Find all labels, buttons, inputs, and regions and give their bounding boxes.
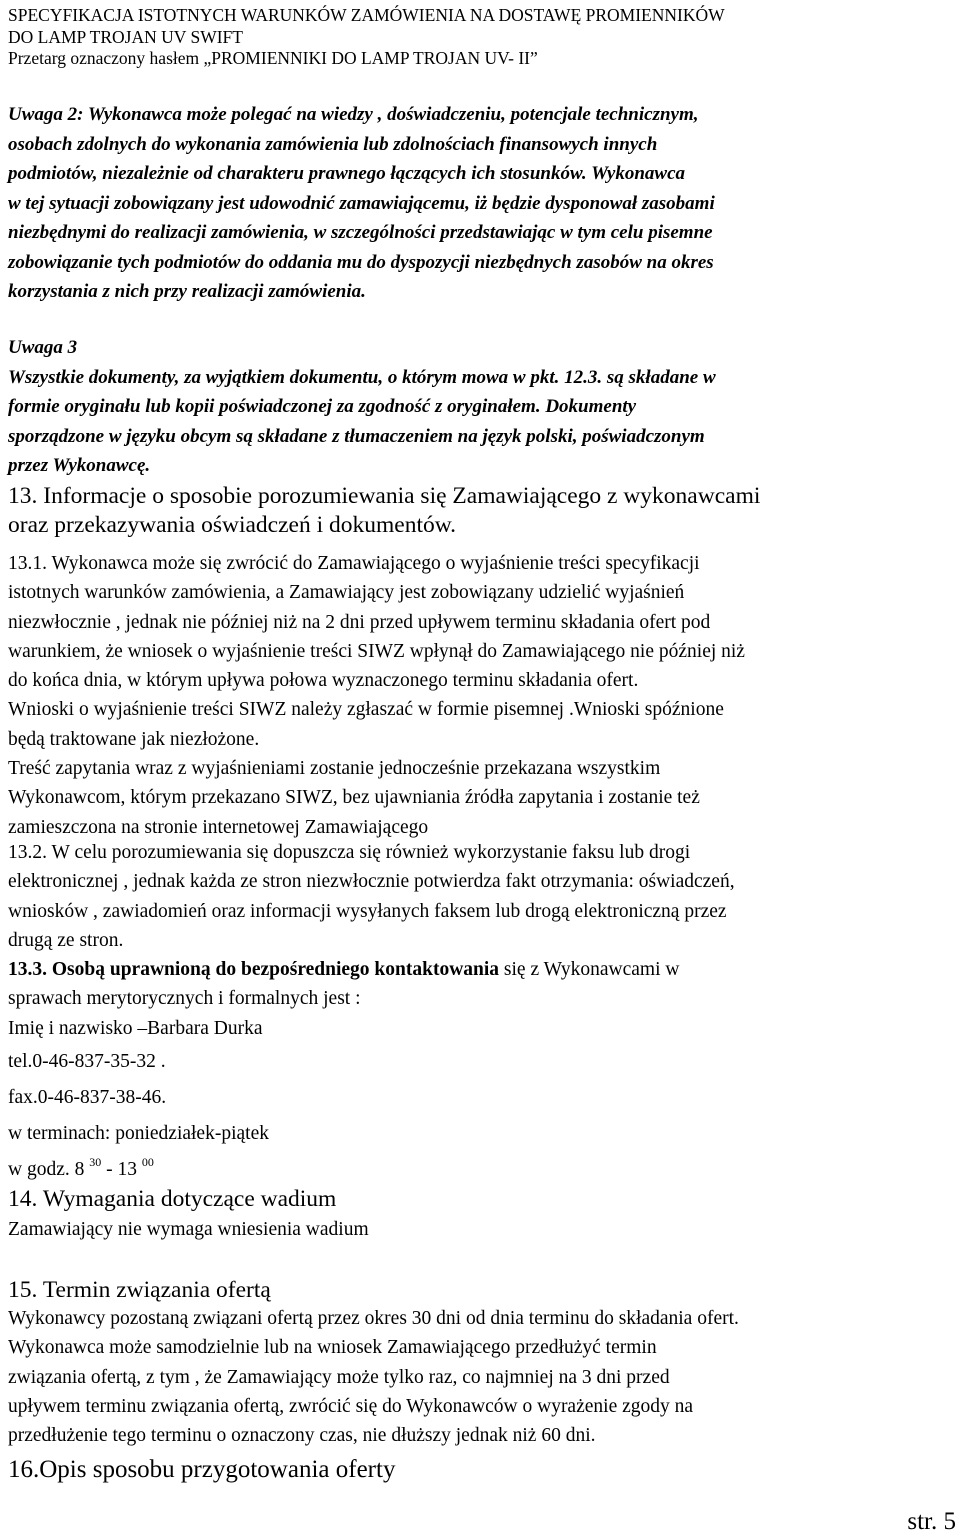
text-line: zobowiązanie tych podmiotów do oddania mu do dyspozycji niezbędnych zasobów na okres xyxy=(8,251,714,273)
paragraph-13-2 xyxy=(8,838,735,955)
text-line: warunkiem, że wniosek o wyjaśnienie treści SIWZ wpłynął do Zamawiającego nie później niż xyxy=(8,640,745,662)
text-line: Treść zapytania wraz z wyjaśnieniami zostanie jednocześnie przekazana wszystkim xyxy=(8,758,661,780)
contact-fax: fax.0-46-837-38-46. xyxy=(8,1087,167,1108)
section-15-heading: 15. Termin związania ofertą xyxy=(8,1277,271,1303)
text-line: będą traktowane jak niezłożone. xyxy=(8,728,260,750)
section-14-text: Zamawiający nie wymaga wniesienia wadium xyxy=(8,1219,369,1240)
header-line: DO LAMP TROJAN UV SWIFT xyxy=(8,26,243,47)
contact-person-label: 13.3. Osobą uprawnioną do bezpośredniego kontaktowania xyxy=(8,959,500,980)
text-line: w tej sytuacji zobowiązany jest udowodnić zamawiającemu, iż będzie dysponował zasobami xyxy=(8,192,715,214)
text-fragment: się z Wykonawcami w xyxy=(499,959,680,980)
header-line: SPECYFIKACJA ISTOTNYCH WARUNKÓW ZAMÓWIENIA NA DOSTAWĘ PROMIENNIKÓW xyxy=(8,5,725,25)
heading-line: 13. Informacje o sposobie porozumiewania się Zamawiającego z wykonawcami xyxy=(8,483,761,509)
section-16-heading: 16.Opis sposobu przygotowania oferty xyxy=(8,1456,396,1483)
text-line: Wnioski o wyjaśnienie treści SIWZ należy zgłaszać w formie pisemnej .Wnioski spóźnione xyxy=(8,699,724,721)
text-line: związania ofertą, z tym , że Zamawiający może tylko raz, co najmniej na 3 dni przed xyxy=(8,1366,670,1388)
text-line: podmiotów, niezależnie od charakteru prawnego łączących ich stosunków. Wykonawca xyxy=(8,163,686,184)
text-line: drugą ze stron. xyxy=(8,929,124,951)
text-line: zamieszczona na stronie internetowej Zamawiającego xyxy=(8,816,429,838)
text-line: 13.1. Wykonawca może się zwrócić do Zamawiającego o wyjaśnienie treści specyfikacji xyxy=(8,553,700,574)
section-14-heading: 14. Wymagania dotyczące wadium xyxy=(8,1186,337,1212)
text-fragment: w godz. 8 xyxy=(8,1159,90,1180)
section-13-heading xyxy=(8,482,760,540)
paragraph-13-1 xyxy=(8,549,745,842)
contact-name: Imię i nazwisko –Barbara Durka xyxy=(8,1017,263,1039)
text-line: niezwłocznie , jednak nie później niż na 2 dni przed upływem terminu składania ofert pod xyxy=(8,611,711,633)
text-line: korzystania z nich przy realizacji zamówienia. xyxy=(8,281,366,302)
document-header xyxy=(8,5,725,70)
text-fragment: - 13 xyxy=(101,1159,142,1180)
text-line: istotnych warunków zamówienia, a Zamawiający jest zobowiązany udzielić wyjaśnień xyxy=(8,582,685,604)
page-number: str. 5 xyxy=(907,1508,956,1535)
text-line: upływem terminu związania ofertą, zwrócić się do Wykonawców o wyrażenie zgody na xyxy=(8,1395,694,1417)
text-line: Uwaga 2: Wykonawca może polegać na wiedzy , doświadczeniu, potencjale technicznym, xyxy=(8,104,699,125)
text-line: 13.2. W celu porozumiewania się dopuszcza się również wykorzystanie faksu lub drogi xyxy=(8,842,691,863)
section-15-paragraph xyxy=(8,1304,739,1450)
text-line xyxy=(8,955,679,984)
text-line: do końca dnia, w którym upływa połowa wyznaczonego terminu składania ofert. xyxy=(8,670,639,692)
text-line: Wykonawcy pozostaną związani ofertą przez okres 30 dni od dnia terminu do składania ofert. xyxy=(8,1308,739,1329)
superscript: 00 xyxy=(141,1155,154,1169)
contact-phone: tel.0-46-837-35-32 . xyxy=(8,1051,166,1072)
text-line: elektronicznej , jednak każda ze stron niezwłocznie potwierdza fakt otrzymania: oświadczeń, xyxy=(8,871,735,893)
contact-days: w terminach: poniedziałek-piątek xyxy=(8,1123,269,1144)
text-line: niezbędnymi do realizacji zamówienia, w szczególności przedstawiając w tym celu pisemne xyxy=(8,222,713,243)
uwaga-3-paragraph xyxy=(8,333,952,481)
text-line: przedłużenie tego terminu o oznaczony czas, nie dłuższy jednak niż 60 dni. xyxy=(8,1425,596,1447)
text-line: wniosków , zawiadomień oraz informacji wysyłanych faksem lub drogą elektroniczną przez xyxy=(8,900,727,922)
text-line: przez Wykonawcę. xyxy=(8,455,151,476)
header-line: Przetarg oznaczony hasłem „PROMIENNIKI DO LAMP TROJAN UV- II” xyxy=(8,48,538,68)
text-line: formie oryginału lub kopii poświadczonej za zgodność z oryginałem. Dokumenty xyxy=(8,396,637,417)
contact-hours xyxy=(8,1155,154,1182)
text-line: sporządzone w języku obcym są składane z tłumaczeniem na język polski, poświadczonym xyxy=(8,425,705,447)
paragraph-13-3 xyxy=(8,955,679,1043)
text-line: Wszystkie dokumenty, za wyjątkiem dokumentu, o którym mowa w pkt. 12.3. są składane w xyxy=(8,366,716,388)
superscript: 30 xyxy=(89,1155,102,1169)
text-line: Wykonawcom, którym przekazano SIWZ, bez ujawniania źródła zapytania i zostanie też xyxy=(8,787,700,809)
uwaga-3-title: Uwaga 3 xyxy=(8,337,78,358)
heading-line: oraz przekazywania oświadczeń i dokumentów. xyxy=(8,512,457,538)
text-line: osobach zdolnych do wykonania zamówienia lub zdolnościach finansowych innych xyxy=(8,133,658,155)
uwaga-2-paragraph xyxy=(8,100,952,307)
text-line: sprawach merytorycznych i formalnych jest : xyxy=(8,988,361,1010)
text-line: Wykonawca może samodzielnie lub na wniosek Zamawiającego przedłużyć termin xyxy=(8,1337,657,1359)
